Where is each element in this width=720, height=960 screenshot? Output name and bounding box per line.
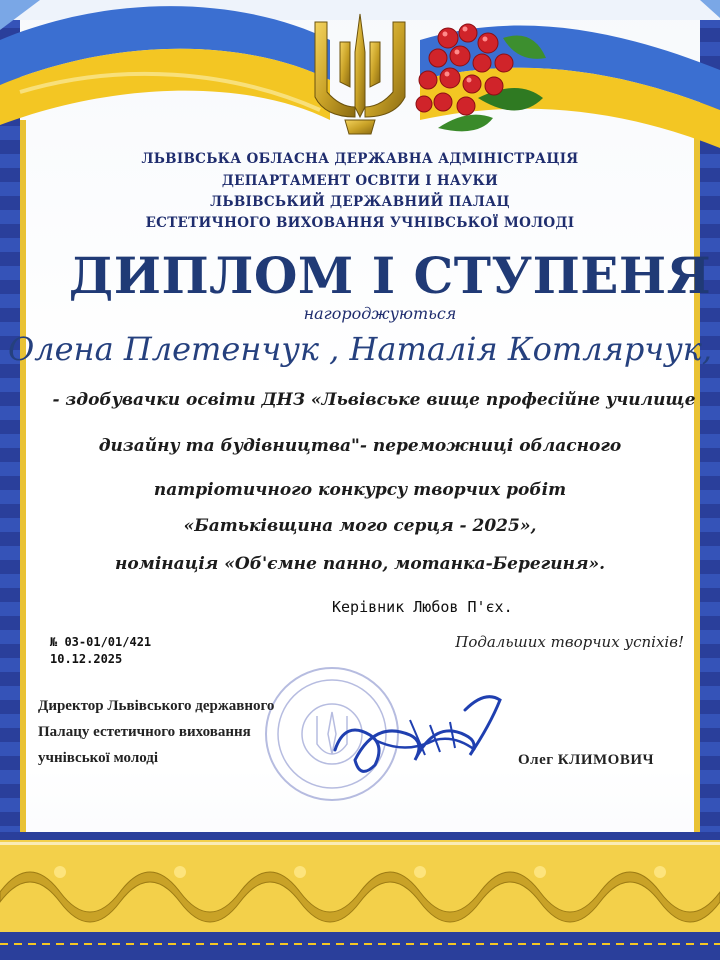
body-line-2: дизайну та будівництва"- переможниці обласного (98, 436, 622, 456)
body-line-3: патріотичного конкурсу творчих робіт (153, 480, 567, 500)
director-title-line-1: Директор Львівського державного (38, 698, 275, 714)
diploma-title: ДИПЛОМ І СТУПЕНЯ (68, 246, 712, 305)
viburnum-berries-icon (408, 18, 548, 143)
signature-icon (315, 680, 515, 790)
director-title-line-3: учнівської молоді (38, 750, 159, 766)
bottom-ornament (0, 832, 720, 960)
header-line-palace: ЛЬВІВСЬКИЙ ДЕРЖАВНИЙ ПАЛАЦ (210, 194, 510, 210)
wishes-text: Подальших творчих успіхів! (455, 633, 684, 651)
body-line-4: «Батьківщина мого серця - 2025», (183, 516, 537, 536)
trident-icon (305, 12, 415, 137)
awarded-label: нагороджуються (303, 304, 457, 323)
header-line-administration: ЛЬВІВСЬКА ОБЛАСНА ДЕРЖАВНА АДМІНІСТРАЦІЯ (141, 151, 579, 167)
header-line-department: ДЕПАРТАМЕНТ ОСВІТИ І НАУКИ (221, 173, 499, 189)
body-line-5: номінація «Об'ємне панно, мотанка-Берегиня». (114, 554, 606, 574)
director-title-line-2: Палацу естетичного виховання (38, 724, 251, 740)
recipient-names: Олена Плетенчук , Наталія Котлярчук, (7, 330, 713, 368)
director-name: Олег КЛИМОВИЧ (518, 752, 655, 768)
body-line-1: - здобувачки освіти ДНЗ «Львівське вище професійне училище (52, 390, 696, 410)
document-date: 10.12.2025 (50, 652, 123, 666)
document-number: № 03-01/01/421 (50, 635, 152, 649)
supervisor-line: Керівник Любов П'єх. (332, 598, 513, 616)
header-line-youth: ЕСТЕТИЧНОГО ВИХОВАННЯ УЧНІВСЬКОЇ МОЛОДІ (145, 215, 575, 231)
